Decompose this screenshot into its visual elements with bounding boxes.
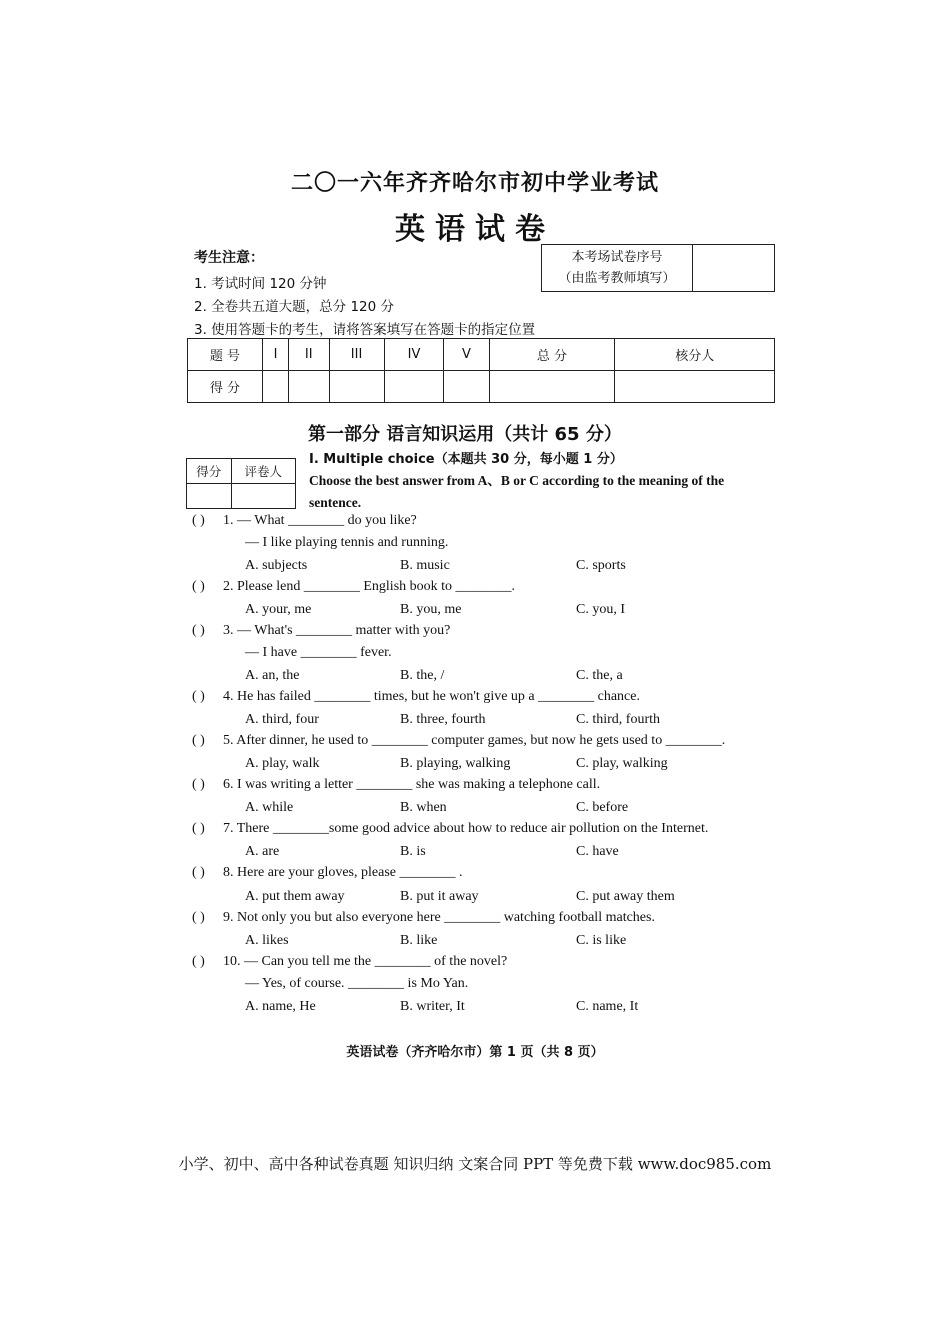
question-stem: 9. Not only you but also everyone here ________ watching football matches. — [223, 910, 655, 925]
seat-box-note: （由监考教师填写） — [558, 271, 676, 286]
score-header-cell: II — [288, 339, 329, 371]
grader-label: 评卷人 — [231, 459, 295, 484]
option-b[interactable]: B. the, / — [400, 668, 445, 683]
question-stem: 1. — What ________ do you like? — [223, 513, 417, 528]
option-a[interactable]: A. put them away — [245, 889, 345, 904]
score-header-cell: I — [263, 339, 289, 371]
option-b[interactable]: B. put it away — [400, 889, 479, 904]
score-header-cell: 总 分 — [489, 339, 615, 371]
option-b[interactable]: B. music — [400, 558, 450, 573]
seat-number-box — [541, 244, 775, 292]
score-header-cell: III — [329, 339, 384, 371]
option-c[interactable]: C. sports — [576, 558, 626, 573]
website-banner: 小学、初中、高中各种试卷真题 知识归纳 文案合同 PPT 等免费下载 www.doc985.com — [178, 1155, 772, 1173]
option-c[interactable]: C. is like — [576, 933, 627, 948]
score-header-cell: 题 号 — [188, 339, 263, 371]
option-b[interactable]: B. three, fourth — [400, 712, 486, 727]
option-c[interactable]: C. name, It — [576, 999, 639, 1014]
notice-item: 1. 考试时间 120 分钟 — [194, 276, 327, 292]
option-a[interactable]: A. likes — [245, 933, 289, 948]
question-stem-line2: — I like playing tennis and running. — [245, 535, 449, 550]
option-a[interactable]: A. third, four — [245, 712, 319, 727]
exam-title: 二〇一六年齐齐哈尔市初中学业考试 — [290, 171, 659, 196]
option-c[interactable]: C. the, a — [576, 668, 623, 683]
question-stem: 5. After dinner, he used to ________ computer games, but now he gets used to ________. — [223, 733, 726, 748]
question-stem: 6. I was writing a letter ________ she was making a telephone call. — [223, 777, 601, 792]
question-stem: 10. — Can you tell me the ________ of the novel? — [223, 954, 508, 969]
score-field[interactable] — [263, 371, 289, 403]
score-table — [187, 338, 775, 403]
answer-blank[interactable]: ( ) — [192, 821, 205, 836]
answer-blank[interactable]: ( ) — [192, 623, 205, 638]
option-a[interactable]: A. are — [245, 844, 280, 859]
answer-blank[interactable]: ( ) — [192, 910, 205, 925]
answer-blank[interactable]: ( ) — [192, 777, 205, 792]
answer-blank[interactable]: ( ) — [192, 865, 205, 880]
option-b[interactable]: B. writer, It — [400, 999, 465, 1014]
option-a[interactable]: A. an, the — [245, 668, 300, 683]
option-a[interactable]: A. name, He — [245, 999, 316, 1014]
answer-blank[interactable]: ( ) — [192, 733, 205, 748]
option-c[interactable]: C. you, I — [576, 602, 625, 617]
question-stem-line2: — Yes, of course. ________ is Mo Yan. — [245, 976, 469, 991]
notice-heading: 考生注意： — [194, 250, 264, 266]
answer-blank[interactable]: ( ) — [192, 689, 205, 704]
score-header-cell: V — [444, 339, 489, 371]
answer-blank[interactable]: ( ) — [192, 954, 205, 969]
part-title: 第一部分 语言知识运用（共计 65 分） — [308, 424, 622, 445]
option-c[interactable]: C. third, fourth — [576, 712, 660, 727]
question-stem: 4. He has failed ________ times, but he won't give up a ________ chance. — [223, 689, 640, 704]
score-header-cell: 核分人 — [615, 339, 775, 371]
seat-box-label: 本考场试卷序号 — [571, 250, 663, 265]
option-a[interactable]: A. play, walk — [245, 756, 320, 771]
answer-blank[interactable]: ( ) — [192, 579, 205, 594]
question-stem: 2. Please lend ________ English book to ________. — [223, 579, 516, 594]
notice-item: 3. 使用答题卡的考生，请将答案填写在答题卡的指定位置 — [194, 322, 536, 338]
seat-number-field[interactable] — [693, 245, 775, 292]
section-instruction: Choose the best answer from A、B or C according to the meaning of the sentence. — [309, 473, 725, 510]
answer-blank[interactable]: ( ) — [192, 513, 205, 528]
option-b[interactable]: B. when — [400, 800, 447, 815]
exam-subtitle: 英语试卷 — [395, 212, 555, 247]
score-field[interactable] — [444, 371, 489, 403]
option-b[interactable]: B. playing, walking — [400, 756, 511, 771]
score-field[interactable] — [288, 371, 329, 403]
question-stem: 3. — What's ________ matter with you? — [223, 623, 451, 638]
score-field[interactable] — [384, 371, 444, 403]
page-footer: 英语试卷（齐齐哈尔市）第 1 页（共 8 页） — [346, 1045, 604, 1060]
score-field[interactable] — [615, 371, 775, 403]
score-header-cell: IV — [384, 339, 444, 371]
section-title: I. Multiple choice（本题共 30 分，每小题 1 分） — [309, 452, 623, 467]
option-b[interactable]: B. you, me — [400, 602, 462, 617]
question-stem-line2: — I have ________ fever. — [245, 645, 392, 660]
option-a[interactable]: A. your, me — [245, 602, 312, 617]
grader-label: 得分 — [187, 459, 232, 484]
option-c[interactable]: C. before — [576, 800, 629, 815]
grader-field[interactable] — [231, 484, 295, 509]
score-row-label: 得 分 — [188, 371, 263, 403]
option-c[interactable]: C. play, walking — [576, 756, 668, 771]
grader-field[interactable] — [187, 484, 232, 509]
option-b[interactable]: B. is — [400, 844, 426, 859]
grader-box — [186, 458, 296, 509]
option-b[interactable]: B. like — [400, 933, 438, 948]
question-stem: 8. Here are your gloves, please ________ . — [223, 865, 463, 880]
score-field[interactable] — [329, 371, 384, 403]
option-c[interactable]: C. put away them — [576, 889, 675, 904]
score-field[interactable] — [489, 371, 615, 403]
option-a[interactable]: A. subjects — [245, 558, 308, 573]
question-stem: 7. There ________some good advice about how to reduce air pollution on the Internet. — [223, 821, 709, 836]
option-a[interactable]: A. while — [245, 800, 294, 815]
option-c[interactable]: C. have — [576, 844, 619, 859]
notice-item: 2. 全卷共五道大题，总分 120 分 — [194, 299, 395, 315]
